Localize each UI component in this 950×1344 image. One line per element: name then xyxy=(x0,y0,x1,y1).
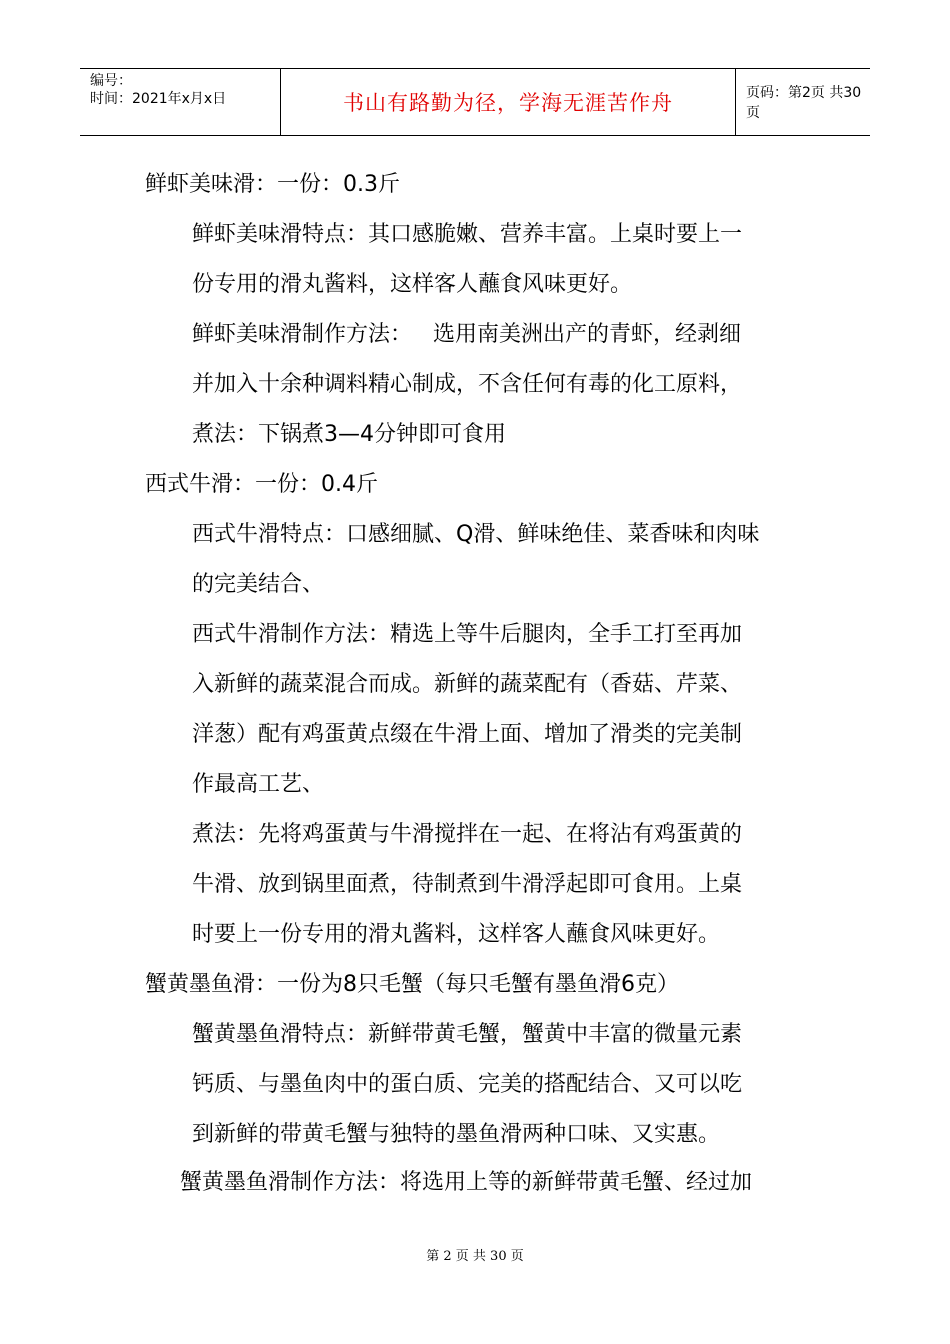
header-meta xyxy=(80,69,280,135)
section-heading: 蟹黄墨鱼滑：一份为8只毛蟹（每只毛蟹有墨鱼滑6克） xyxy=(145,972,679,997)
body-line: 鲜虾美味滑制作方法： 选用南美洲出产的青虾，经剥细 xyxy=(192,322,741,347)
header-page-info: 页码：第2页 共30页 xyxy=(746,85,862,121)
body-line: 到新鲜的带黄毛蟹与独特的墨鱼滑两种口味、又实惠。 xyxy=(192,1122,721,1147)
body-line: 西式牛滑制作方法：精选上等牛后腿肉，全手工打至再加 xyxy=(192,622,743,647)
body-line: 鲜虾美味滑特点：其口感脆嫩、营养丰富。上桌时要上一 xyxy=(192,222,743,247)
body-line: 的完美结合、 xyxy=(192,572,325,597)
body-line: 洋葱）配有鸡蛋黄点缀在牛滑上面、增加了滑类的完美制 xyxy=(192,722,743,747)
section-heading: 鲜虾美味滑：一份：0.3斤 xyxy=(145,172,400,197)
number-label: 编号： xyxy=(90,73,132,89)
header-motto: 书山有路勤为径，学海无涯苦作舟 xyxy=(280,69,736,135)
body-line: 蟹黄墨鱼滑特点：新鲜带黄毛蟹，蟹黄中丰富的微量元素 xyxy=(192,1022,743,1047)
body-line: 入新鲜的蔬菜混合而成。新鲜的蔬菜配有（香菇、芹菜、 xyxy=(192,672,743,697)
page-header xyxy=(80,68,870,136)
body-line: 并加入十余种调料精心制成，不含任何有毒的化工原料， xyxy=(192,372,743,397)
body-line: 煮法：先将鸡蛋黄与牛滑搅拌在一起、在将沾有鸡蛋黄的 xyxy=(192,822,743,847)
body-line: 份专用的滑丸酱料，这样客人蘸食风味更好。 xyxy=(192,272,633,297)
section-heading: 西式牛滑：一份：0.4斤 xyxy=(145,472,378,497)
body-line: 作最高工艺、 xyxy=(192,772,325,797)
body-line: 西式牛滑特点：口感细腻、Q滑、鲜味绝佳、菜香味和肉味 xyxy=(192,522,760,547)
body-line: 钙质、与墨鱼肉中的蛋白质、完美的搭配结合、又可以吃 xyxy=(192,1072,743,1097)
page-footer: 第 2 页 共 30 页 xyxy=(426,1249,524,1264)
body-line: 时要上一份专用的滑丸酱料，这样客人蘸食风味更好。 xyxy=(192,922,721,947)
body-line: 牛滑、放到锅里面煮，待制煮到牛滑浮起即可食用。上桌 xyxy=(192,872,743,897)
date-label: 时间：2021年x月x日 xyxy=(90,91,227,107)
body-line: 蟹黄墨鱼滑制作方法：将选用上等的新鲜带黄毛蟹、经过加 xyxy=(180,1170,753,1195)
body-line: 煮法：下锅煮3—4分钟即可食用 xyxy=(192,422,506,447)
